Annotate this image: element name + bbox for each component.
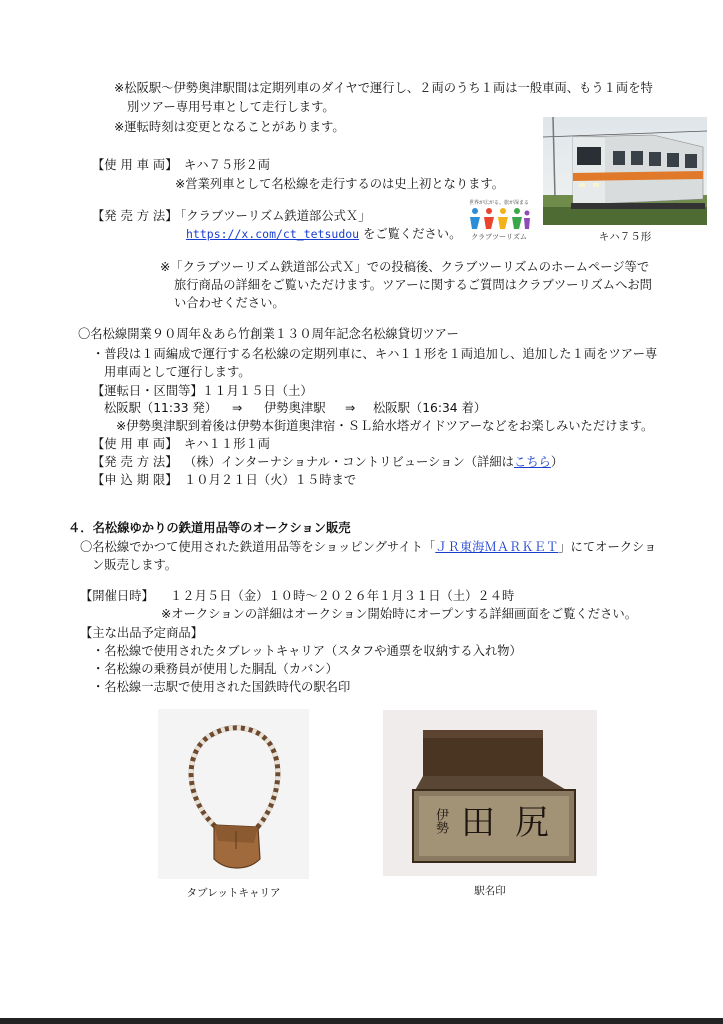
section4-intro-suffix: 」にてオークショ <box>558 540 657 554</box>
tour2-sales-value: （株）インターナショナル・コントリビューション（詳細は <box>184 455 514 469</box>
tour2-sales-line <box>184 454 563 471</box>
tour2-details-link[interactable]: こちら <box>513 455 551 469</box>
tour1-sales-value: 「クラブツーリズム鉄道部公式Ｘ」 <box>174 209 371 223</box>
station-stamp-photo <box>383 710 597 876</box>
intro-note-time: ※運転時刻は変更となることがあります。 <box>114 120 345 134</box>
section4-period-label: 【開催日時】 <box>80 589 154 603</box>
tour2-desc-line2: 用車両として運行します。 <box>104 365 251 379</box>
route-arrow-icon: ⇒ <box>232 401 243 415</box>
tour2-route-from: 松阪駅（11:33 発） <box>104 401 218 415</box>
tour2-deadline-value: １０月２１日（火）１５時まで <box>184 473 357 487</box>
tour2-sales-close: ） <box>550 455 564 469</box>
tour2-desc-line1: ・普段は１両編成で運行する名松線の定期列車に、キハ１１形を１両追加し、追加した１両をツアー専 <box>92 347 658 361</box>
tablet-carrier-caption: タブレットキャリア <box>186 887 281 899</box>
list-item: ・名松線の乗務員が使用した胴乱（カバン） <box>92 662 338 676</box>
section4-period-note: ※オークションの詳細はオークション開始時にオープンする詳細画面をご覧ください。 <box>161 607 637 621</box>
tour1-vehicle-value: キハ７５形２両 <box>184 158 271 172</box>
page-bottom-border <box>0 1018 723 1024</box>
train-photo <box>543 117 707 225</box>
list-item: ・名松線で使用されたタブレットキャリア（スタフや通票を収納する入れ物） <box>92 644 522 658</box>
tour2-route-note: ※伊勢奥津駅到着後は伊勢本街道奥津宿・ＳＬ給水塔ガイドツアーなどをお楽しみいただけます。 <box>116 419 654 433</box>
clubtourism-logo <box>463 200 535 244</box>
list-item: ・名松線一志駅で使用された国鉄時代の駅名印 <box>92 680 351 694</box>
tour2-route-mid: 伊勢奥津駅 <box>264 401 326 415</box>
tour1-sales-line <box>186 226 461 243</box>
intro-note-line1: ※松阪駅〜伊勢奥津駅間は定期列車のダイヤで運行し、２両のうち１両は一般車両、もう１両を特 <box>114 81 653 95</box>
clubtourism-x-link[interactable]: https://x.com/ct_tetsudou <box>186 227 360 241</box>
stamp-text-left: 伊勢 <box>433 808 448 834</box>
tour1-sales-url-suffix: をご覧ください。 <box>363 227 462 241</box>
tour2-vehicle-label: 【使 用 車 両】 <box>92 437 178 451</box>
jr-central-market-link[interactable]: ＪＲ東海ＭＡＲＫＥＴ <box>435 540 559 554</box>
route-arrow-icon: ⇒ <box>345 401 356 415</box>
tour2-date-label: 【運転日・区間等】 <box>92 384 203 398</box>
tour2-route-to: 松阪駅（16:34 着） <box>373 401 487 415</box>
logo-tagline: 世界が広がる。旅が深まる <box>468 200 529 206</box>
station-stamp-caption: 駅名印 <box>474 885 506 897</box>
tour2-deadline-label: 【申 込 期 限】 <box>92 473 178 487</box>
section4-heading: ４．名松線ゆかりの鉄道用品等のオークション販売 <box>68 521 351 535</box>
tour2-date-value: １１月１５日（土） <box>202 384 313 398</box>
tour1-post-note-line2: 旅行商品の詳細をご覧いただけます。ツアーに関するご質問はクラブツーリズムへお問 <box>174 278 652 292</box>
tour1-vehicle-label: 【使 用 車 両】 <box>92 158 178 172</box>
tour1-vehicle-note: ※営業列車として名松線を走行するのは史上初となります。 <box>175 177 505 191</box>
section4-intro-line1 <box>80 539 656 556</box>
section4-items-label: 【主な出品予定商品】 <box>80 626 203 640</box>
tour1-post-note-line3: い合わせください。 <box>174 296 285 310</box>
tour2-sales-label: 【発 売 方 法】 <box>92 455 178 469</box>
logo-figures-icon <box>467 207 531 231</box>
section4-intro-prefix: 〇名松線でかつて使用された鉄道用品等をショッピングサイト「 <box>80 540 436 554</box>
section4-intro-line2: ン販売します。 <box>92 558 178 572</box>
tour1-sales-label: 【発 売 方 法】 <box>92 209 178 223</box>
tablet-carrier-photo <box>158 709 309 879</box>
intro-note-line2: 別ツアー専用号車として走行します。 <box>127 100 335 114</box>
stamp-text-mid: 田 <box>461 803 495 843</box>
tour2-vehicle-value: キハ１１形１両 <box>184 437 271 451</box>
tour1-post-note-line1: ※「クラブツーリズム鉄道部公式Ｘ」での投稿後、クラブツーリズムのホームページ等で <box>160 260 650 274</box>
tour2-heading: 〇名松線開業９０周年＆あら竹創業１３０周年記念名松線貸切ツアー <box>78 327 459 341</box>
logo-text: クラブツーリズム <box>471 233 527 241</box>
stamp-text-right: 尻 <box>515 803 549 843</box>
train-caption: キハ７５形 <box>598 231 652 243</box>
section4-period-value: １２月５日（金）１０時〜２０２６年１月３１日（土）２４時 <box>170 589 515 603</box>
